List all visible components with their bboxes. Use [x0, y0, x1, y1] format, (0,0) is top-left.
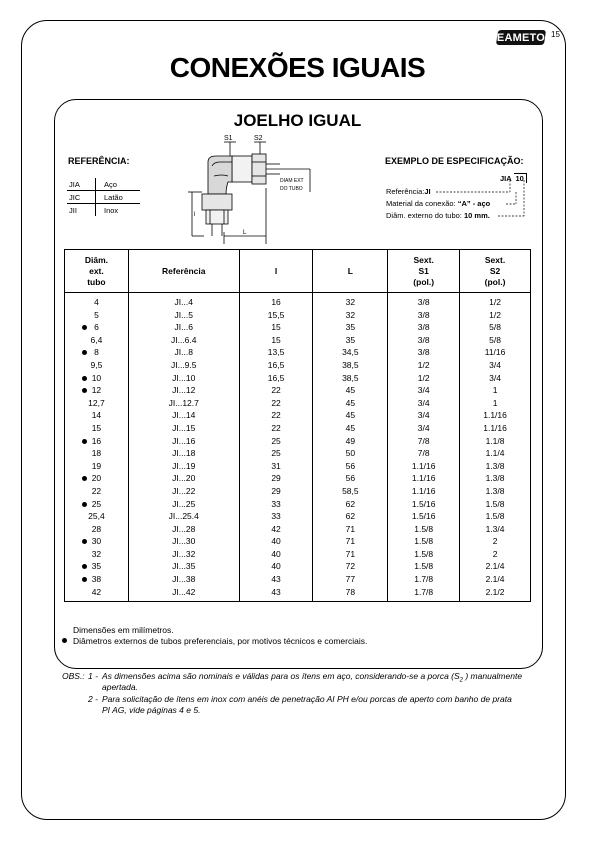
- cell-s1: 1/2: [388, 372, 460, 385]
- cell-s1: 1.7/8: [388, 586, 460, 602]
- cell-l-big: 56: [313, 460, 388, 473]
- header-s2: [460, 250, 531, 293]
- reference-row: [67, 178, 140, 191]
- cell-diameter-text: 25,4: [88, 511, 105, 522]
- cell-l-small: 33: [239, 510, 313, 523]
- table-row: [65, 334, 531, 347]
- cell-s2: 2.1/2: [460, 586, 531, 602]
- cell-diameter-text: 9,5: [90, 359, 103, 370]
- cell-l-big: 45: [313, 384, 388, 397]
- cell-diameter: [65, 309, 129, 322]
- cell-s2: 2: [460, 535, 531, 548]
- preferred-bullet-icon: [82, 476, 87, 481]
- cell-s1: 3/8: [388, 293, 460, 309]
- example-diameter-line: [386, 211, 490, 220]
- dimensions-table: [64, 249, 531, 602]
- cell-l-small: 25: [239, 447, 313, 460]
- cell-diameter: [65, 334, 129, 347]
- cell-s1: 1.1/16: [388, 460, 460, 473]
- cell-diameter-text: 28: [91, 523, 102, 534]
- obs-item1-text-b: ) manualmente: [463, 671, 523, 681]
- cell-l-big: 32: [313, 309, 388, 322]
- header-s2-line3: (pol.): [484, 276, 506, 287]
- cell-reference: JI...22: [128, 485, 239, 498]
- cell-diameter-text: 30: [91, 536, 102, 547]
- obs-label: OBS.:: [62, 671, 85, 681]
- cell-reference: JI...9.5: [128, 359, 239, 372]
- cell-l-small: 25: [239, 435, 313, 448]
- example-material-value: “A” - aço: [457, 199, 491, 208]
- cell-reference: JI...10: [128, 372, 239, 385]
- reference-material: Aço: [96, 178, 141, 191]
- cell-reference: JI...6: [128, 321, 239, 334]
- cell-l-small: 40: [239, 560, 313, 573]
- cell-l-big: 32: [313, 293, 388, 309]
- preferred-bullet-icon: [62, 638, 67, 643]
- obs-item1-continuation: apertada.: [102, 682, 138, 692]
- cell-diameter: [65, 447, 129, 460]
- cell-diameter-text: 38: [91, 574, 102, 585]
- preferred-bullet-icon: [82, 577, 87, 582]
- header-diameter-line1: Diâm.: [84, 254, 108, 265]
- note-millimeters: Dimensões em milímetros.: [73, 625, 174, 635]
- example-reference-value: JI: [424, 187, 431, 196]
- cell-diameter: [65, 384, 129, 397]
- cell-diameter-text: 22: [91, 485, 102, 496]
- reference-material: Inox: [104, 205, 119, 215]
- cell-s2: 1.5/8: [460, 498, 531, 511]
- cell-l-big: 38,5: [313, 372, 388, 385]
- cell-s2: 1.3/4: [460, 523, 531, 536]
- cell-l-small: 40: [239, 535, 313, 548]
- cell-diameter: [65, 359, 129, 372]
- cell-s1: 1.5/8: [388, 535, 460, 548]
- cell-s1: 1.5/8: [388, 548, 460, 561]
- reference-table: [67, 178, 140, 216]
- cell-l-small: 29: [239, 472, 313, 485]
- table-row: [65, 397, 531, 410]
- cell-diameter-text: 35: [91, 561, 102, 572]
- cell-diameter-text: 12: [91, 385, 102, 396]
- cell-l-big: 71: [313, 523, 388, 536]
- cell-reference: JI...12: [128, 384, 239, 397]
- cell-l-small: 15: [239, 321, 313, 334]
- cell-diameter: [65, 397, 129, 410]
- table-row: [65, 510, 531, 523]
- cell-diameter: [65, 472, 129, 485]
- obs-item1-number: 1 -: [88, 671, 98, 681]
- cell-diameter-text: 4: [94, 297, 99, 307]
- preferred-bullet-icon: [82, 539, 87, 544]
- cell-l-big: 45: [313, 422, 388, 435]
- cell-diameter-text: 14: [91, 410, 102, 421]
- note-preferred-text: Diâmetros externos de tubos preferenciais, por motivos técnicos e comerciais.: [73, 636, 368, 646]
- obs-item2-number: 2 -: [88, 694, 98, 704]
- reference-heading: REFERÊNCIA:: [68, 156, 130, 166]
- cell-reference: JI...15: [128, 422, 239, 435]
- small-l-label: l: [194, 212, 196, 218]
- example-diameter-label: Diâm. externo do tubo:: [386, 211, 464, 220]
- brand-logo: [496, 30, 546, 45]
- cell-s2: 1.3/8: [460, 485, 531, 498]
- cell-l-big: 38,5: [313, 359, 388, 372]
- cell-reference: JI...30: [128, 535, 239, 548]
- cell-reference: JI...25.4: [128, 510, 239, 523]
- cell-l-small: 43: [239, 586, 313, 602]
- cell-diameter-text: 6: [94, 322, 99, 333]
- table-row: [65, 560, 531, 573]
- cell-l-big: 35: [313, 321, 388, 334]
- header-s1-line2: S1: [418, 265, 429, 276]
- cell-s2: 1: [460, 397, 531, 410]
- cell-s1: 3/8: [388, 309, 460, 322]
- cell-s2: 5/8: [460, 334, 531, 347]
- cell-l-big: 62: [313, 498, 388, 511]
- logo-text: EAMETO: [496, 31, 546, 44]
- cell-diameter: [65, 586, 129, 602]
- preferred-bullet-icon: [82, 564, 87, 569]
- cell-s2: 1.1/4: [460, 447, 531, 460]
- header-s1-line3: (pol.): [413, 276, 435, 287]
- cell-reference: JI...18: [128, 447, 239, 460]
- cell-diameter: [65, 548, 129, 561]
- page-number: 15: [551, 30, 560, 39]
- cell-s1: 7/8: [388, 435, 460, 448]
- s2-label: S2: [254, 135, 263, 142]
- preferred-bullet-icon: [82, 502, 87, 507]
- example-code-number: 10: [514, 173, 527, 183]
- cell-diameter: [65, 422, 129, 435]
- example-material-label: Material da conexão:: [386, 199, 458, 208]
- table-row: [65, 359, 531, 372]
- example-diameter-value: 10 mm.: [463, 211, 490, 220]
- cell-s1: 1.5/8: [388, 523, 460, 536]
- cell-diameter-text: 20: [91, 473, 102, 484]
- cell-reference: JI...8: [128, 346, 239, 359]
- cell-l-small: 40: [239, 548, 313, 561]
- table-row: [65, 435, 531, 448]
- cell-s2: 1.1/8: [460, 435, 531, 448]
- cell-reference: JI...14: [128, 409, 239, 422]
- cell-s1: 3/4: [388, 384, 460, 397]
- cell-l-small: 16,5: [239, 372, 313, 385]
- cell-l-small: 16,5: [239, 359, 313, 372]
- preferred-bullet-icon: [82, 388, 87, 393]
- cell-diameter-text: 5: [94, 309, 99, 320]
- table-row: [65, 293, 531, 309]
- cell-reference: JI...38: [128, 573, 239, 586]
- table-row: [65, 573, 531, 586]
- preferred-bullet-icon: [82, 325, 87, 330]
- table-row: [65, 309, 531, 322]
- cell-diameter-text: 15: [91, 422, 102, 433]
- cell-diameter-text: 25: [91, 498, 102, 509]
- table-header-row: [65, 250, 531, 293]
- cell-diameter-text: 8: [94, 347, 99, 358]
- reference-code: JII: [67, 204, 96, 217]
- cell-s2: 2: [460, 548, 531, 561]
- cell-s1: 3/4: [388, 397, 460, 410]
- cell-l-small: 29: [239, 485, 313, 498]
- reference-material: Latão: [96, 191, 141, 204]
- cell-reference: JI...19: [128, 460, 239, 473]
- cell-l-big: 45: [313, 397, 388, 410]
- cell-l-small: 22: [239, 397, 313, 410]
- reference-row: [67, 204, 140, 217]
- cell-s1: 7/8: [388, 447, 460, 460]
- obs-item1-sub: 2: [459, 677, 463, 684]
- cell-reference: JI...16: [128, 435, 239, 448]
- reference-row: [67, 191, 140, 204]
- cell-l-big: 77: [313, 573, 388, 586]
- preferred-bullet-icon: [82, 376, 87, 381]
- cell-l-small: 22: [239, 409, 313, 422]
- cell-diameter-text: 12,7: [88, 397, 105, 408]
- section-title: JOELHO IGUAL: [233, 111, 362, 130]
- cell-s2: 1/2: [460, 293, 531, 309]
- header-s2-line1: Sext.: [484, 254, 506, 265]
- cell-l-big: 35: [313, 334, 388, 347]
- cell-s1: 1.1/16: [388, 472, 460, 485]
- obs-item1-text-a: As dimensões acima são nominais e válidas para os ítens em aço, considerando-se a porca (S: [102, 671, 460, 681]
- table-row: [65, 384, 531, 397]
- cell-l-small: 22: [239, 422, 313, 435]
- cell-s2: 5/8: [460, 321, 531, 334]
- cell-reference: JI...25: [128, 498, 239, 511]
- cell-l-big: 62: [313, 510, 388, 523]
- cell-l-big: 72: [313, 560, 388, 573]
- elbow-fitting-drawing: [188, 132, 318, 247]
- cell-diameter-text: 32: [91, 548, 102, 559]
- cell-reference: JI...5: [128, 309, 239, 322]
- cell-reference: JI...32: [128, 548, 239, 561]
- table-row: [65, 498, 531, 511]
- obs-item2-continuation: PI AG, vide páginas 4 e 5.: [102, 705, 201, 715]
- table-row: [65, 548, 531, 561]
- cell-s2: 1.5/8: [460, 510, 531, 523]
- example-material-line: [386, 199, 490, 208]
- cell-s2: 1.1/16: [460, 409, 531, 422]
- cell-s2: 3/4: [460, 359, 531, 372]
- cell-l-big: 49: [313, 435, 388, 448]
- cell-l-small: 42: [239, 523, 313, 536]
- table-row: [65, 422, 531, 435]
- cell-l-big: 50: [313, 447, 388, 460]
- cell-l-big: 58,5: [313, 485, 388, 498]
- table-row: [65, 535, 531, 548]
- cell-diameter: [65, 535, 129, 548]
- cell-diameter: [65, 510, 129, 523]
- cell-diameter: [65, 346, 129, 359]
- table-row: [65, 409, 531, 422]
- cell-diameter: [65, 321, 129, 334]
- cell-s1: 3/4: [388, 422, 460, 435]
- cell-s1: 1.7/8: [388, 573, 460, 586]
- table-row: [65, 485, 531, 498]
- cell-s2: 1.3/8: [460, 472, 531, 485]
- header-diameter-line3: tubo: [87, 276, 106, 287]
- cell-reference: JI...42: [128, 586, 239, 602]
- cell-diameter: [65, 435, 129, 448]
- cell-diameter: [65, 409, 129, 422]
- big-l-label: L: [243, 230, 247, 236]
- cell-reference: JI...35: [128, 560, 239, 573]
- cell-s1: 3/8: [388, 321, 460, 334]
- note-preferred: [62, 636, 367, 646]
- cell-diameter-text: 6,4: [90, 334, 103, 345]
- cell-diameter-text: 42: [91, 586, 102, 597]
- table-row: [65, 321, 531, 334]
- cell-s2: 1: [460, 384, 531, 397]
- cell-diameter: [65, 498, 129, 511]
- cell-s1: 3/4: [388, 409, 460, 422]
- table-row: [65, 447, 531, 460]
- header-diameter: [65, 250, 129, 293]
- s1-label: S1: [224, 135, 233, 142]
- cell-diameter: [65, 485, 129, 498]
- cell-s1: 1.5/8: [388, 560, 460, 573]
- cell-s1: 3/8: [388, 334, 460, 347]
- cell-s1: 1.5/16: [388, 498, 460, 511]
- cell-reference: JI...6.4: [128, 334, 239, 347]
- cell-s2: 11/16: [460, 346, 531, 359]
- cell-s1: 1/2: [388, 359, 460, 372]
- cell-l-small: 15,5: [239, 309, 313, 322]
- cell-s2: 2.1/4: [460, 560, 531, 573]
- cell-reference: JI...20: [128, 472, 239, 485]
- header-diameter-line2: ext.: [89, 265, 104, 276]
- preferred-bullet-icon: [82, 350, 87, 355]
- header-l-big: L: [313, 250, 388, 293]
- cell-diameter: [65, 372, 129, 385]
- cell-diameter: [65, 573, 129, 586]
- example-code-prefix: JIA: [500, 174, 512, 183]
- obs-item2: Para solicitação de ítens em inox com anéis de penetração AI PH e/ou porcas de aperto com banho de prata: [102, 694, 512, 704]
- cell-s1: 1.1/16: [388, 485, 460, 498]
- header-s2-line2: S2: [489, 265, 501, 276]
- cell-s2: 3/4: [460, 372, 531, 385]
- table-row: [65, 472, 531, 485]
- cell-s2: 1.1/16: [460, 422, 531, 435]
- cell-l-big: 34,5: [313, 346, 388, 359]
- table-row: [65, 523, 531, 536]
- table-row: [65, 346, 531, 359]
- reference-code: JIC: [67, 191, 96, 204]
- cell-l-small: 15: [239, 334, 313, 347]
- cell-l-big: 71: [313, 535, 388, 548]
- cell-l-small: 22: [239, 384, 313, 397]
- cell-reference: JI...12.7: [128, 397, 239, 410]
- cell-l-small: 13,5: [239, 346, 313, 359]
- example-reference-line: [386, 187, 431, 196]
- cell-s1: 3/8: [388, 346, 460, 359]
- example-heading: EXEMPLO DE ESPECIFICAÇÃO:: [385, 156, 524, 166]
- cell-reference: JI...4: [128, 293, 239, 309]
- cell-diameter-text: 16: [91, 435, 102, 446]
- cell-l-big: 71: [313, 548, 388, 561]
- cell-diameter: [65, 560, 129, 573]
- cell-l-small: 16: [239, 293, 313, 309]
- header-s1-line1: Sext.: [413, 254, 434, 265]
- cell-l-big: 45: [313, 409, 388, 422]
- cell-diameter-text: 10: [91, 372, 102, 383]
- table-row: [65, 586, 531, 602]
- diam-ext-label: DIAM EXT: [280, 178, 304, 184]
- cell-diameter: [65, 460, 129, 473]
- cell-s2: 2.1/4: [460, 573, 531, 586]
- header-s1: [388, 250, 460, 293]
- cell-reference: JI...28: [128, 523, 239, 536]
- cell-diameter: [65, 293, 129, 309]
- cell-s2: 1.3/8: [460, 460, 531, 473]
- cell-diameter: [65, 523, 129, 536]
- cell-s2: 1/2: [460, 309, 531, 322]
- table-body: [65, 293, 531, 602]
- cell-l-big: 78: [313, 586, 388, 602]
- cell-l-small: 31: [239, 460, 313, 473]
- table-row: [65, 372, 531, 385]
- cell-diameter-text: 18: [91, 448, 102, 459]
- do-tubo-label: DO TUBO: [280, 186, 303, 192]
- cell-l-small: 43: [239, 573, 313, 586]
- header-l-small: l: [239, 250, 313, 293]
- table-row: [65, 460, 531, 473]
- example-reference-label: Referência:: [386, 187, 425, 196]
- cell-l-big: 56: [313, 472, 388, 485]
- preferred-bullet-icon: [82, 439, 87, 444]
- reference-code: JIA: [67, 178, 96, 191]
- header-reference: Referência: [128, 250, 239, 293]
- page-title: CONEXÕES IGUAIS: [169, 52, 426, 83]
- cell-s1: 1.5/16: [388, 510, 460, 523]
- cell-l-small: 33: [239, 498, 313, 511]
- cell-diameter-text: 19: [91, 460, 102, 471]
- obs-item1: [102, 671, 542, 687]
